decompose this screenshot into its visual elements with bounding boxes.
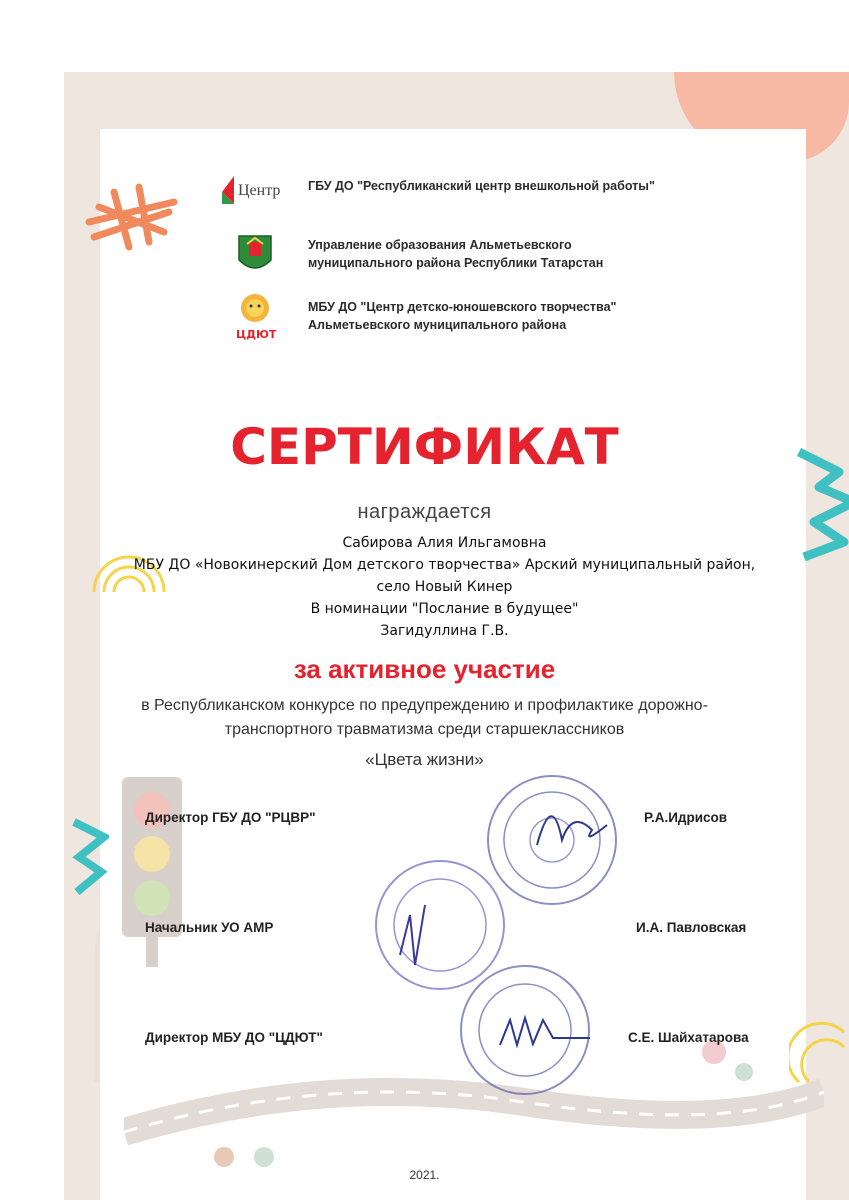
contest-description: в Республиканском конкурсе по предупреждению и профилактике дорожно-транспортного травматизма среди старшеклассников (141, 697, 708, 738)
nomination: В номинации "Послание в будущее" (310, 601, 579, 617)
orange-scribble-icon (84, 182, 184, 252)
organizer-row-uo (218, 232, 603, 276)
rcvr-logo (218, 166, 292, 206)
uo-logo (218, 232, 292, 276)
signature-name: Р.А.Идрисов (644, 810, 728, 825)
organizer-row-cdyut (218, 290, 616, 342)
teal-splash-left-icon (69, 812, 109, 902)
contest-name: «Цвета жизни» (365, 750, 484, 769)
cdyut-sun-logo-icon (233, 290, 277, 342)
cdyut-logo-text: ЦДЮТ (236, 328, 277, 341)
signature-role: Начальник УО АМР (145, 920, 274, 935)
signature-name: С.Е. Шайхатарова (628, 1030, 749, 1045)
organizer-name: МБУ ДО "Центр детско-юношевского творчества" Альметьевского муниципального района (308, 300, 617, 332)
award-reason: за активное участие (293, 654, 556, 684)
organizer-name: ГБУ ДО "Республиканский центр внешкольной работы" (308, 179, 655, 193)
awarded-label: награждается (357, 501, 492, 523)
traffic-light-icon (114, 772, 194, 972)
signature-role: Директор МБУ ДО "ЦДЮТ" (145, 1030, 323, 1045)
recipient-name: Сабирова Алия Ильгамовна (342, 535, 547, 551)
recipient-block (120, 532, 769, 642)
signature-role: Директор ГБУ ДО "РЦВР" (145, 810, 316, 825)
almetyevsk-coat-of-arms-icon (235, 232, 275, 276)
rcvr-logo-text: Центр (238, 182, 281, 199)
organizer-name: Управление образования Альметьевского муниципального района Республики Татарстан (308, 238, 604, 270)
certificate-year: 2021. (409, 1168, 440, 1182)
certificate-title: СЕРТИФИКАТ (230, 418, 619, 476)
teacher-name: Загидуллина Г.В. (380, 623, 509, 639)
cdyut-stamp-icon (455, 960, 595, 1100)
signature-name: И.А. Павловская (636, 920, 747, 935)
cdyut-logo (218, 290, 292, 342)
rcvr-logo-icon (218, 166, 292, 206)
recipient-organization: МБУ ДО «Новокинерский Дом детского творчества» Арский муниципальный район, село Новый Кинер (133, 557, 756, 595)
organizer-row-rcvr (218, 166, 655, 206)
